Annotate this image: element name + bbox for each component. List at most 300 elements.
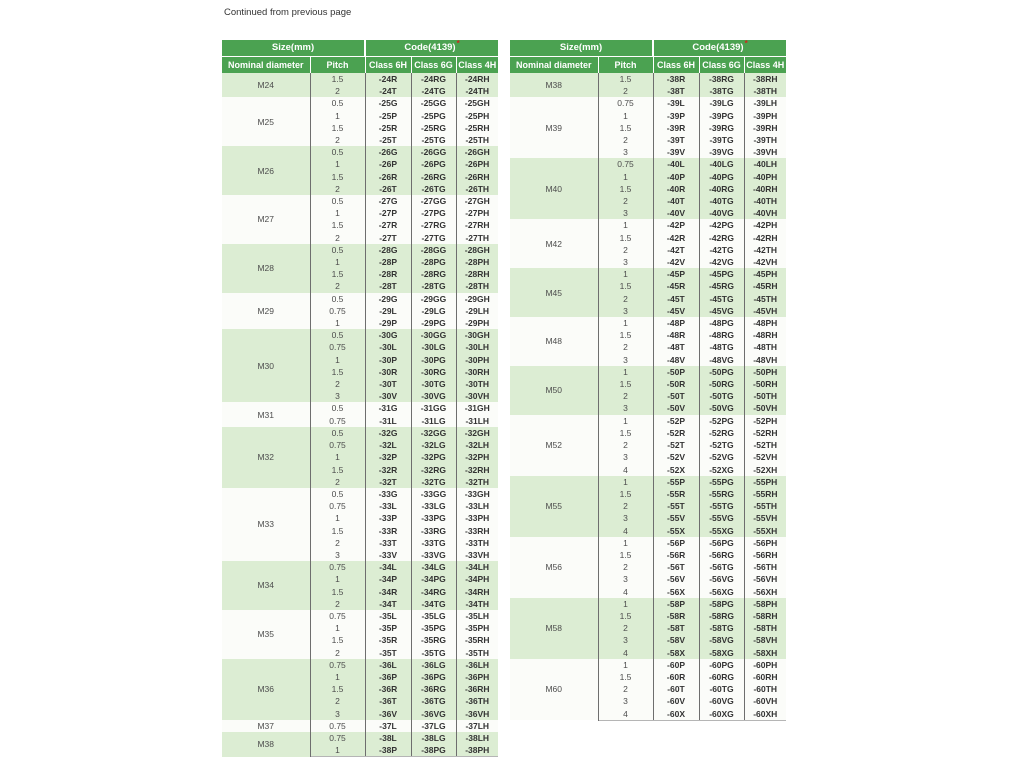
code-6g-cell: -52RG xyxy=(699,427,744,439)
pitch-cell: 2 xyxy=(598,195,653,207)
pitch-cell: 1.5 xyxy=(310,366,365,378)
pitch-cell: 3 xyxy=(598,354,653,366)
table-row xyxy=(222,73,498,85)
code-6g-cell: -58TG xyxy=(699,622,744,634)
pitch-cell: 0.5 xyxy=(310,97,365,109)
pitch-cell: 2 xyxy=(310,695,365,707)
pitch-cell: 0.75 xyxy=(310,341,365,353)
code-6h-cell: -27T xyxy=(365,232,411,244)
code-6h-cell: -58T xyxy=(653,622,699,634)
code-6g-cell: -34RG xyxy=(411,586,456,598)
code-4h-cell: -45PH xyxy=(744,268,786,280)
code-6g-cell: -56RG xyxy=(699,549,744,561)
pitch-cell: 1.5 xyxy=(310,634,365,646)
code-6h-cell: -32G xyxy=(365,427,411,439)
code-6h-cell: -34L xyxy=(365,561,411,573)
pitch-cell: 0.5 xyxy=(310,146,365,158)
code-6g-cell: -27GG xyxy=(411,195,456,207)
code-6g-cell: -34LG xyxy=(411,561,456,573)
pitch-cell: 0.75 xyxy=(310,500,365,512)
code-6g-cell: -33GG xyxy=(411,488,456,500)
code-6g-cell: -52VG xyxy=(699,451,744,463)
code-6g-cell: -27PG xyxy=(411,207,456,219)
code-6h-cell: -30L xyxy=(365,341,411,353)
diameter-cell: M27 xyxy=(222,195,310,244)
code-6h-cell: -35R xyxy=(365,634,411,646)
code-6h-cell: -42P xyxy=(653,219,699,231)
code-6h-cell: -58R xyxy=(653,610,699,622)
code-4h-cell: -38PH xyxy=(456,744,498,757)
code-6h-cell: -34T xyxy=(365,598,411,610)
diameter-cell: M39 xyxy=(510,97,598,158)
code-6h-cell: -58P xyxy=(653,598,699,610)
pitch-cell: 1 xyxy=(310,573,365,585)
code-4h-cell: -45RH xyxy=(744,280,786,292)
code-6g-cell: -39LG xyxy=(699,97,744,109)
code-4h-cell: -32LH xyxy=(456,439,498,451)
column-header-class-4h: Class 4H xyxy=(744,57,786,74)
pitch-cell: 1 xyxy=(598,317,653,329)
pitch-cell: 1 xyxy=(598,171,653,183)
code-6g-cell: -48RG xyxy=(699,329,744,341)
diameter-cell: M38 xyxy=(222,732,310,757)
table-row xyxy=(510,268,786,280)
code-4h-cell: -55PH xyxy=(744,476,786,488)
code-6g-cell: -32PG xyxy=(411,451,456,463)
code-4h-cell: -40PH xyxy=(744,171,786,183)
code-6h-cell: -48R xyxy=(653,329,699,341)
code-4h-cell: -45TH xyxy=(744,293,786,305)
pitch-cell: 0.5 xyxy=(310,427,365,439)
diameter-cell: M30 xyxy=(222,329,310,402)
table-row xyxy=(222,610,498,622)
code-6g-cell: -60RG xyxy=(699,671,744,683)
diameter-cell: M40 xyxy=(510,158,598,219)
code-4h-cell: -40RH xyxy=(744,183,786,195)
code-6h-cell: -30P xyxy=(365,354,411,366)
code-6h-cell: -26R xyxy=(365,171,411,183)
code-4h-cell: -29PH xyxy=(456,317,498,329)
pitch-cell: 2 xyxy=(310,598,365,610)
code-6g-cell: -45PG xyxy=(699,268,744,280)
code-6g-cell: -56PG xyxy=(699,537,744,549)
code-4h-cell: -33GH xyxy=(456,488,498,500)
code-6g-cell: -39RG xyxy=(699,122,744,134)
code-6g-cell: -45VG xyxy=(699,305,744,317)
pitch-cell: 1 xyxy=(310,671,365,683)
code-4h-cell: -45VH xyxy=(744,305,786,317)
table-row xyxy=(222,561,498,573)
pitch-cell: 0.75 xyxy=(598,97,653,109)
code-6h-cell: -33T xyxy=(365,537,411,549)
pitch-cell: 4 xyxy=(598,647,653,659)
table-row xyxy=(222,195,498,207)
code-6h-cell: -33L xyxy=(365,500,411,512)
code-4h-cell: -33VH xyxy=(456,549,498,561)
code-6h-cell: -45R xyxy=(653,280,699,292)
pitch-cell: 0.5 xyxy=(310,195,365,207)
diameter-cell: M55 xyxy=(510,476,598,537)
pitch-cell: 1 xyxy=(598,476,653,488)
code-6g-cell: -45RG xyxy=(699,280,744,292)
pitch-cell: 2 xyxy=(310,183,365,195)
code-4h-cell: -50VH xyxy=(744,402,786,414)
code-6h-cell: -31G xyxy=(365,402,411,414)
code-4h-cell: -31LH xyxy=(456,415,498,427)
table-row xyxy=(510,73,786,85)
code-4h-cell: -58PH xyxy=(744,598,786,610)
pitch-cell: 1 xyxy=(310,622,365,634)
code-6g-cell: -28GG xyxy=(411,244,456,256)
code-4h-cell: -60PH xyxy=(744,659,786,671)
code-6h-cell: -39R xyxy=(653,122,699,134)
code-4h-cell: -36RH xyxy=(456,683,498,695)
diameter-cell: M45 xyxy=(510,268,598,317)
code-6g-cell: -42VG xyxy=(699,256,744,268)
code-6h-cell: -37L xyxy=(365,720,411,732)
code-6h-cell: -48V xyxy=(653,354,699,366)
table-row xyxy=(510,366,786,378)
code-4h-cell: -39TH xyxy=(744,134,786,146)
code-6h-cell: -25R xyxy=(365,122,411,134)
code-6h-cell: -56T xyxy=(653,561,699,573)
code-4h-cell: -30TH xyxy=(456,378,498,390)
code-6g-cell: -39PG xyxy=(699,110,744,122)
code-6h-cell: -35P xyxy=(365,622,411,634)
code-4h-cell: -32TH xyxy=(456,476,498,488)
code-6g-cell: -36PG xyxy=(411,671,456,683)
code-6g-cell: -50PG xyxy=(699,366,744,378)
code-4h-cell: -34TH xyxy=(456,598,498,610)
code-6g-cell: -34PG xyxy=(411,573,456,585)
column-header-nominal-diameter: Nominal diameter xyxy=(222,57,310,74)
pitch-cell: 0.5 xyxy=(310,244,365,256)
pitch-cell: 1.5 xyxy=(310,171,365,183)
code-6h-cell: -55X xyxy=(653,525,699,537)
code-6g-cell: -48PG xyxy=(699,317,744,329)
pitch-cell: 1 xyxy=(598,366,653,378)
code-6g-cell: -56VG xyxy=(699,573,744,585)
pitch-cell: 2 xyxy=(598,622,653,634)
table-header xyxy=(222,40,498,73)
code-group-header xyxy=(365,40,498,57)
code-4h-cell: -38TH xyxy=(744,85,786,97)
pitch-cell: 2 xyxy=(598,439,653,451)
table-row xyxy=(222,659,498,671)
code-4h-cell: -35RH xyxy=(456,634,498,646)
code-6h-cell: -27P xyxy=(365,207,411,219)
code-6g-cell: -48TG xyxy=(699,341,744,353)
code-4h-cell: -33LH xyxy=(456,500,498,512)
code-4h-cell: -42VH xyxy=(744,256,786,268)
code-4h-cell: -55RH xyxy=(744,488,786,500)
code-6h-cell: -50R xyxy=(653,378,699,390)
code-6h-cell: -60T xyxy=(653,683,699,695)
pitch-cell: 3 xyxy=(598,402,653,414)
diameter-cell: M28 xyxy=(222,244,310,293)
code-6g-cell: -38PG xyxy=(411,744,456,757)
code-6g-cell: -31LG xyxy=(411,415,456,427)
code-4h-cell: -58XH xyxy=(744,647,786,659)
code-4h-cell: -36PH xyxy=(456,671,498,683)
pitch-cell: 2 xyxy=(310,476,365,488)
code-6g-cell: -25PG xyxy=(411,110,456,122)
code-6h-cell: -60R xyxy=(653,671,699,683)
code-6g-cell: -29GG xyxy=(411,293,456,305)
code-4h-cell: -50PH xyxy=(744,366,786,378)
diameter-cell: M36 xyxy=(222,659,310,720)
diameter-cell: M26 xyxy=(222,146,310,195)
code-4h-cell: -24RH xyxy=(456,73,498,85)
pitch-cell: 0.75 xyxy=(310,610,365,622)
code-6h-cell: -39P xyxy=(653,110,699,122)
code-6h-cell: -50P xyxy=(653,366,699,378)
code-6h-cell: -35T xyxy=(365,647,411,659)
code-4h-cell: -60VH xyxy=(744,695,786,707)
code-6h-cell: -52X xyxy=(653,464,699,476)
table-row xyxy=(222,97,498,109)
code-6h-cell: -50T xyxy=(653,390,699,402)
code-6g-cell: -42RG xyxy=(699,232,744,244)
code-6g-cell: -33LG xyxy=(411,500,456,512)
code-4h-cell: -38LH xyxy=(456,732,498,744)
code-4h-cell: -30PH xyxy=(456,354,498,366)
code-4h-cell: -38RH xyxy=(744,73,786,85)
code-6g-cell: -25GG xyxy=(411,97,456,109)
code-4h-cell: -48PH xyxy=(744,317,786,329)
code-4h-cell: -58VH xyxy=(744,634,786,646)
column-header-nominal-diameter: Nominal diameter xyxy=(510,57,598,74)
code-6h-cell: -26P xyxy=(365,158,411,170)
pitch-cell: 2 xyxy=(310,232,365,244)
code-6h-cell: -24T xyxy=(365,85,411,97)
code-4h-cell: -32RH xyxy=(456,464,498,476)
code-6h-cell: -30V xyxy=(365,390,411,402)
code-4h-cell: -39RH xyxy=(744,122,786,134)
code-6g-cell: -26PG xyxy=(411,158,456,170)
code-4h-cell: -26GH xyxy=(456,146,498,158)
code-4h-cell: -26TH xyxy=(456,183,498,195)
code-6g-cell: -52TG xyxy=(699,439,744,451)
code-6h-cell: -45P xyxy=(653,268,699,280)
code-6g-cell: -33TG xyxy=(411,537,456,549)
code-6g-cell: -26TG xyxy=(411,183,456,195)
code-6h-cell: -28G xyxy=(365,244,411,256)
table-row xyxy=(222,732,498,744)
code-6h-cell: -56V xyxy=(653,573,699,585)
column-header-class-6g: Class 6G xyxy=(699,57,744,74)
pitch-cell: 1 xyxy=(598,537,653,549)
code-6g-cell: -33PG xyxy=(411,512,456,524)
code-4h-cell: -48TH xyxy=(744,341,786,353)
code-6g-cell: -28PG xyxy=(411,256,456,268)
table-row xyxy=(222,293,498,305)
code-4h-cell: -32PH xyxy=(456,451,498,463)
pitch-cell: 3 xyxy=(598,695,653,707)
code-6g-cell: -58XG xyxy=(699,647,744,659)
diameter-cell: M31 xyxy=(222,402,310,426)
pitch-cell: 1 xyxy=(310,744,365,757)
code-4h-cell: -60XH xyxy=(744,708,786,721)
code-6g-cell: -60TG xyxy=(699,683,744,695)
code-6g-cell: -40LG xyxy=(699,158,744,170)
code-6g-cell: -32TG xyxy=(411,476,456,488)
code-6g-cell: -32LG xyxy=(411,439,456,451)
table-row xyxy=(222,244,498,256)
pitch-cell: 0.75 xyxy=(310,439,365,451)
code-6g-cell: -42TG xyxy=(699,244,744,256)
pitch-cell: 4 xyxy=(598,586,653,598)
code-6g-cell: -52PG xyxy=(699,415,744,427)
code-6g-cell: -55PG xyxy=(699,476,744,488)
code-6g-cell: -42PG xyxy=(699,219,744,231)
code-4h-cell: -34LH xyxy=(456,561,498,573)
pitch-cell: 1 xyxy=(598,598,653,610)
code-4h-cell: -35PH xyxy=(456,622,498,634)
column-header-pitch: Pitch xyxy=(310,57,365,74)
code-6h-cell: -40L xyxy=(653,158,699,170)
pitch-cell: 2 xyxy=(598,390,653,402)
code-4h-cell: -55TH xyxy=(744,500,786,512)
code-6h-cell: -58X xyxy=(653,647,699,659)
code-6h-cell: -40T xyxy=(653,195,699,207)
pitch-cell: 0.5 xyxy=(310,293,365,305)
code-4h-cell: -25RH xyxy=(456,122,498,134)
pitch-cell: 1.5 xyxy=(598,427,653,439)
code-4h-cell: -28PH xyxy=(456,256,498,268)
diameter-cell: M32 xyxy=(222,427,310,488)
code-4h-cell: -27GH xyxy=(456,195,498,207)
code-4h-cell: -33TH xyxy=(456,537,498,549)
pitch-cell: 1.5 xyxy=(310,586,365,598)
code-4h-cell: -31GH xyxy=(456,402,498,414)
pitch-cell: 2 xyxy=(598,341,653,353)
code-4h-cell: -42PH xyxy=(744,219,786,231)
code-4h-cell: -52PH xyxy=(744,415,786,427)
table-row xyxy=(510,415,786,427)
code-6g-cell: -30GG xyxy=(411,329,456,341)
code-6g-cell: -25RG xyxy=(411,122,456,134)
pitch-cell: 1.5 xyxy=(598,183,653,195)
pitch-cell: 3 xyxy=(598,634,653,646)
code-6g-cell: -40PG xyxy=(699,171,744,183)
code-4h-cell: -26PH xyxy=(456,158,498,170)
code-6h-cell: -52T xyxy=(653,439,699,451)
code-6h-cell: -56P xyxy=(653,537,699,549)
code-6h-cell: -29P xyxy=(365,317,411,329)
pitch-cell: 2 xyxy=(310,537,365,549)
pitch-cell: 2 xyxy=(598,85,653,97)
size-group-header: Size(mm) xyxy=(222,40,365,57)
code-6g-cell: -36VG xyxy=(411,708,456,720)
code-6h-cell: -36V xyxy=(365,708,411,720)
code-4h-cell: -42RH xyxy=(744,232,786,244)
pitch-cell: 3 xyxy=(598,207,653,219)
table-row xyxy=(510,659,786,671)
table-row xyxy=(510,317,786,329)
code-4h-cell: -39PH xyxy=(744,110,786,122)
code-4h-cell: -55VH xyxy=(744,512,786,524)
pitch-cell: 1.5 xyxy=(598,610,653,622)
code-group-header xyxy=(653,40,786,57)
code-4h-cell: -50TH xyxy=(744,390,786,402)
code-6h-cell: -38L xyxy=(365,732,411,744)
diameter-cell: M37 xyxy=(222,720,310,732)
diameter-cell: M34 xyxy=(222,561,310,610)
code-6g-cell: -58PG xyxy=(699,598,744,610)
pitch-cell: 1 xyxy=(310,451,365,463)
code-6g-cell: -55RG xyxy=(699,488,744,500)
pitch-cell: 1.5 xyxy=(598,549,653,561)
pitch-cell: 2 xyxy=(598,244,653,256)
code-6h-cell: -40P xyxy=(653,171,699,183)
pitch-cell: 2 xyxy=(310,134,365,146)
code-4h-cell: -56PH xyxy=(744,537,786,549)
code-6g-cell: -31GG xyxy=(411,402,456,414)
code-6h-cell: -42R xyxy=(653,232,699,244)
table-row xyxy=(222,427,498,439)
table-body xyxy=(222,73,498,757)
code-6g-cell: -34TG xyxy=(411,598,456,610)
code-6g-cell: -36LG xyxy=(411,659,456,671)
pitch-cell: 1.5 xyxy=(598,73,653,85)
code-6g-cell: -24RG xyxy=(411,73,456,85)
pitch-cell: 1.5 xyxy=(310,525,365,537)
pitch-cell: 1.5 xyxy=(310,268,365,280)
code-4h-cell: -27TH xyxy=(456,232,498,244)
code-group-label: Code(4139) xyxy=(404,42,456,53)
pitch-cell: 2 xyxy=(310,378,365,390)
code-6g-cell: -38TG xyxy=(699,85,744,97)
code-6h-cell: -38R xyxy=(653,73,699,85)
code-6g-cell: -29LG xyxy=(411,305,456,317)
code-6g-cell: -26GG xyxy=(411,146,456,158)
code-4h-cell: -39VH xyxy=(744,146,786,158)
code-6g-cell: -55TG xyxy=(699,500,744,512)
diameter-cell: M24 xyxy=(222,73,310,97)
code-6g-cell: -27TG xyxy=(411,232,456,244)
diameter-cell: M60 xyxy=(510,659,598,721)
code-6g-cell: -27RG xyxy=(411,219,456,231)
code-6g-cell: -32RG xyxy=(411,464,456,476)
pitch-cell: 3 xyxy=(310,708,365,720)
code-4h-cell: -29GH xyxy=(456,293,498,305)
code-6h-cell: -48P xyxy=(653,317,699,329)
column-header-class-6g: Class 6G xyxy=(411,57,456,74)
pitch-cell: 1.5 xyxy=(598,280,653,292)
code-4h-cell: -30LH xyxy=(456,341,498,353)
code-4h-cell: -56TH xyxy=(744,561,786,573)
code-6g-cell: -60PG xyxy=(699,659,744,671)
pitch-cell: 1.5 xyxy=(598,232,653,244)
table-row xyxy=(510,537,786,549)
diameter-cell: M33 xyxy=(222,488,310,561)
code-4h-cell: -36VH xyxy=(456,708,498,720)
pitch-cell: 1.5 xyxy=(310,219,365,231)
pitch-cell: 1 xyxy=(598,110,653,122)
code-6h-cell: -35L xyxy=(365,610,411,622)
code-6h-cell: -52R xyxy=(653,427,699,439)
pitch-cell: 3 xyxy=(598,512,653,524)
diameter-cell: M38 xyxy=(510,73,598,97)
table-row xyxy=(222,402,498,414)
code-6h-cell: -60P xyxy=(653,659,699,671)
pitch-cell: 3 xyxy=(310,549,365,561)
code-6g-cell: -30TG xyxy=(411,378,456,390)
code-4h-cell: -55XH xyxy=(744,525,786,537)
code-6h-cell: -27G xyxy=(365,195,411,207)
code-6g-cell: -33VG xyxy=(411,549,456,561)
